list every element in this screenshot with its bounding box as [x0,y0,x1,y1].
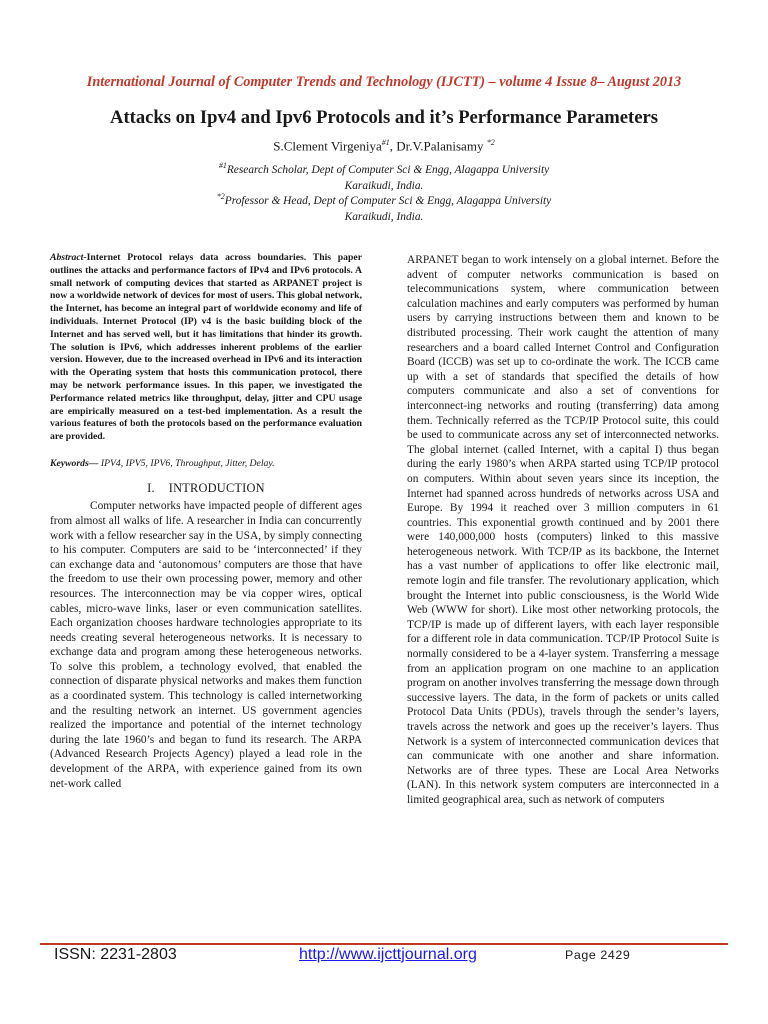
affiliation-2-line-2: Karaikudi, India. [344,210,424,223]
author-1-superscript: #1 [381,138,390,147]
left-column [50,252,362,791]
section-number: I. [147,480,155,495]
journal-header: International Journal of Computer Trends and Technology (IJCTT) – volume 4 Issue 8– August 2013 [86,74,682,90]
author-separator: , [389,138,397,154]
footer-rule [40,943,728,945]
introduction-paragraph: Computer networks have impacted people of different ages from almost all walks of life. A researcher in India can concurrently work with a fellow researcher say in the USA, by simply connecting to his computer. Computers are said to be ‘interconnected’ if they can exchange data and ‘autonomous’ computers are those that have the freedom to use their own processing power, memory and other resources. The interconnection may be via copper wires, optical cables, micro-wave links, laser or even communication satellites. Each organization chooses hardware technologies appropriate to its needs creating several heterogeneous networks. It is necessary to exchange data and program among these heterogeneous networks. To solve this problem, a technology evolved, that enabled the connection of disparate physical networks and makes them function as a coordinated system. This technology is called internetworking and the resulting network an internet. US government agencies realized the importance and potential of the internet technology during the late 1960’s and began to fund its research. The ARPA (Advanced Research Projects Agency) played a lead role in the development of the ARPA, with experience gained from its own net-work called [50,500,362,790]
footer-page-number: Page 2429 [565,948,631,962]
keywords [50,458,362,471]
affiliation-2-line-1: Professor & Head, Dept of Computer Sci & Engg, Alagappa University [224,194,552,207]
author-line [0,138,768,154]
affiliation-1-superscript: #1 [218,161,227,170]
author-2-superscript: *2 [486,138,495,147]
section-heading-introduction [50,481,362,496]
footer-issn: ISSN: 2231-2803 [54,946,177,963]
right-column-paragraph: ARPANET began to work intensely on a global internet. Before the advent of computer networks communication is based on telecommunications system, where communication between calculation machines and early computers was performed by human users by carrying instructions between them and known to be distributed processing. Their work caught the attention of many researchers and a board called Internet Control and Configuration Board (ICCB) was set up to co-ordinate the work. The ICCB came up with a set of standards that specified the details of how computers communicate and also a set of conventions for interconnect-ing networks and routing (transferring) data among them. Technically referred as the TCP/IP Protocol suite, this could be used to communicate across any set of interconnected networks. The global internet (called Internet, with a capital I) thus began during the early 1980’s when ARPA started using TCP/IP protocol on computers. Within about seven years since its inception, the Internet had spanned across hundreds of networks across USA and Europe. By 1994 it reached over 3 million computers in 61 countries. This exponential growth continued and by 2001 there were 140,000,000 hosts (computers) linked to this massive heterogeneous network. With TCP/IP as its backbone, the Internet has a vast number of applications to offer like electronic mail, remote login and file transfer. The revolutionary application, which brought the Internet into public consciousness, is the World Wide Web (WWW for short). Like most other networking protocols, the TCP/IP is made up of different layers, with each layer responsible for a different role in data communication. TCP/IP Protocol Suite is normally considered to be a 4-layer system. Transferring a message from an application program on one machine to an application program on another involves transferring the message down through successive layers. The data, in the form of packets or units called Protocol Data Units (PDUs), travels through the sender’s layers, travels across the network and goes up the receiver’s layers. Thus Network is a system of interconnected communication devices that can communicate with one another and share information. Networks are of three types. These are Local Area Networks (LAN). In this network system computers are interconnected in a limited geographical area, such as network of computers [407,254,719,806]
paper-title: Attacks on Ipv4 and Ipv6 Protocols and it’s Performance Parameters [110,107,658,128]
keywords-text: IPV4, IPV5, IPV6, Throughput, Jitter, Delay. [98,457,275,469]
abstract-lead: Abstract- [50,252,87,263]
author-name-2: Dr.V.Palanisamy [396,138,484,154]
affiliation-1-line-2: Karaikudi, India. [344,179,424,192]
keywords-label: Keywords— [50,457,99,469]
abstract [50,252,362,444]
footer-journal-link[interactable]: http://www.ijcttjournal.org [299,946,477,963]
author-name-1: S.Clement Virgeniya [273,138,382,154]
affiliation-1-line-1: Research Scholar, Dept of Computer Sci & Engg, Alagappa University [226,163,550,176]
right-column [407,253,719,808]
affiliation-2-superscript: *2 [216,192,225,201]
section-title: INTRODUCTION [168,480,265,495]
affiliation-2 [0,189,768,225]
abstract-text: Internet Protocol relays data across boundaries. This paper outlines the attacks and performance factors of IPv4 and IPv6 protocols. A small network of computing devices that started as ARPANET project is now a worldwide network of devices for most of users. This global network, the Internet, has become an integral part of worldwide economy and life of individuals. Internet Protocol (IP) v4 is the basic building block of the Internet and has served well, but it has limitations that hinder its growth. The solution is IPv6, which addresses inherent problems of the earlier version. However, due to the increased overhead in IPv6 and its interaction with the Operating system that hosts this communication protocol, there may be network performance issues. In this paper, we investigated the Performance related metrics like throughput, delay, jitter and CPU usage are empirically measured on a test-bed implementation. As a result the various features of both the protocols based on the performance evaluation are provided. [50,252,362,443]
